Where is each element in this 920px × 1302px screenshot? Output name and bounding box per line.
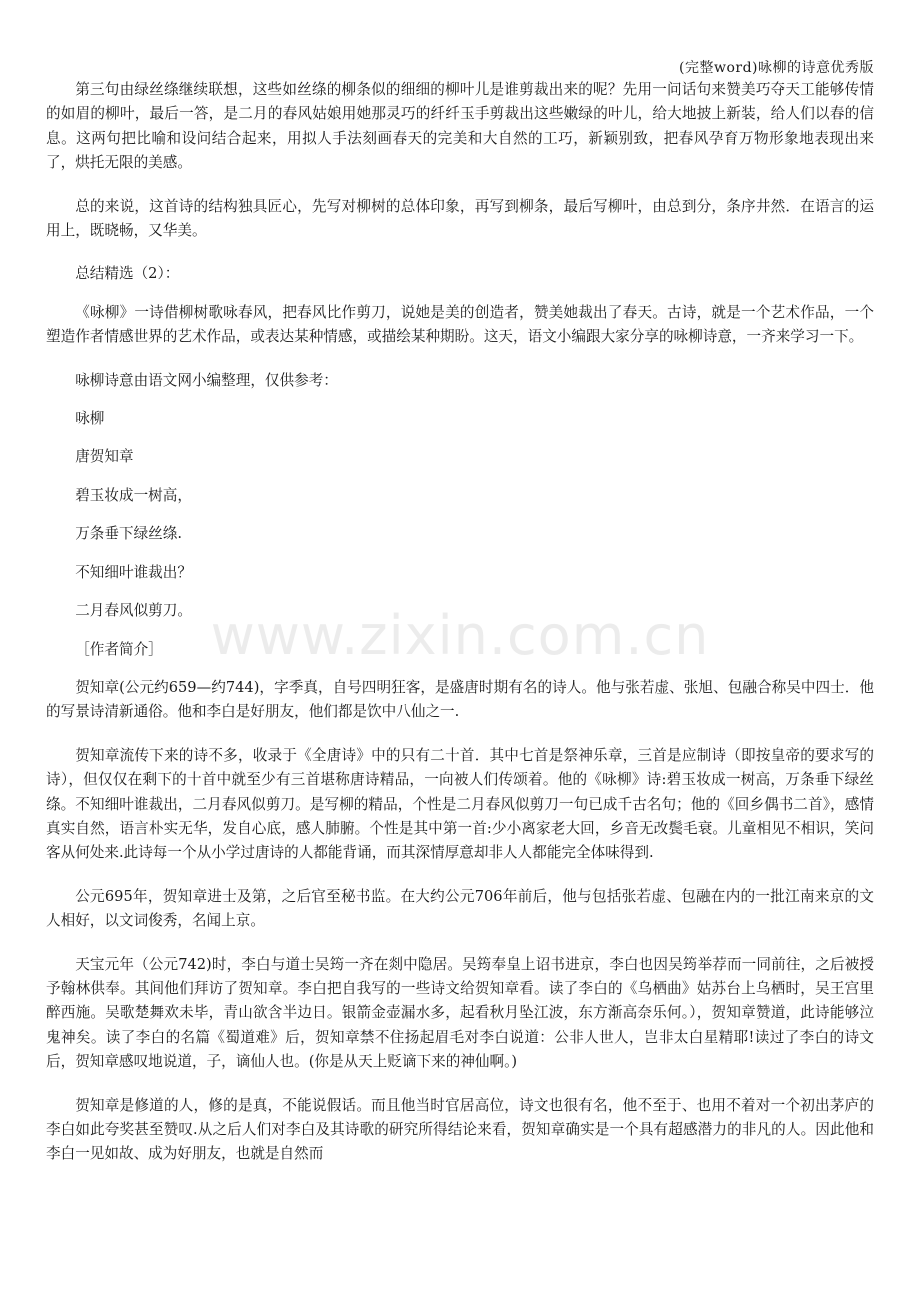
poem-line-2: 万条垂下绿丝绦. [75,525,182,543]
paragraph-structure-summary: 总的来说，这首诗的结构独具匠心，先写对柳树的总体印象，再写到柳条，最后写柳叶，由总到分，条序井然．在语言的运用上，既晓畅，又华美。 [46,197,874,240]
poem-line-3: 不知细叶谁裁出？ [75,563,192,581]
section-heading-author-bio: ［作者简介］ [75,640,163,658]
poem-author: 唐贺知章 [75,448,134,466]
poem-title: 咏柳 [75,410,105,428]
paragraph-source-note: 咏柳诗意由语文网小编整理，仅供参考： [75,371,338,389]
paragraph-author-character: 贺知章是修道的人，修的是真，不能说假话。而且他当时官居高位，诗文也很有名，他不至于、也用不着对一个初出茅庐的李白如此夸奖甚至赞叹.从之后人们对李白及其诗歌的研究所得结论来看，贺知章确实是一个具有超感潜力的非凡的人。因此他和李白一见如故、成为好朋友，也就是自然而 [46,1096,874,1163]
document-body [46,78,874,1186]
paragraph-author-bio: 贺知章(公元约659—约744)，字季真，自号四明狂客，是盛唐时期有名的诗人。他与张若虚、张旭、包融合称吴中四士．他的写景诗清新通俗。他和李白是好朋友，他们都是饮中八仙之一. [46,678,874,721]
paragraph-poem-intro: 《咏柳》一诗借柳树歌咏春风，把春风比作剪刀，说她是美的创造者，赞美她裁出了春天。古诗，就是一个艺术作品，一个塑造作者情感世界的艺术作品，或表达某种情感，或描绘某种期盼。这天，语文小编跟大家分享的咏柳诗意，一齐来学习一下。 [46,303,874,346]
section-heading-summary-2: 总结精选（2）： [75,265,180,283]
paragraph-li-bai-meeting: 天宝元年（公元742)时，李白与道士吴筠一齐在剡中隐居。吴筠奉皇上诏书进京，李白也因吴筠举荐而一同前往，之后被授予翰林供奉。其间他们拜访了贺知章。李白把自我写的一些诗文给贺知章看。读了李白的《乌栖曲》姑苏台上乌栖时，吴王宫里醉西施。吴歌楚舞欢未毕，青山欲含半边日。银箭金壶漏水多，起看秋月坠江波，东方渐高奈乐何。），贺知章赞道，此诗能够泣鬼神矣。读了李白的名篇《蜀道难》后，贺知章禁不住扬起眉毛对李白说道：公非人世人，岂非太白星精耶!读过了李白的诗文后，贺知章感叹地说道，子，谪仙人也。(你是从天上贬谪下来的神仙啊。) [46,955,874,1071]
paragraph-author-career: 公元695年，贺知章进士及第，之后官至秘书监。在大约公元706年前后，他与包括张若虚、包融在内的一批江南来京的文人相好，以文词俊秀，名闻上京。 [46,887,874,930]
watermark-text: www.zixin.com.cn [210,604,710,667]
paragraph-willow-leaves-analysis: 第三句由绿丝绦继续联想，这些如丝绦的柳条似的细细的柳叶儿是谁剪裁出来的呢？先用一问话句来赞美巧夺天工能够传情的如眉的柳叶，最后一答，是二月的春风姑娘用她那灵巧的纤纤玉手剪裁出这些嫩绿的叶儿，给大地披上新装，给人们以春的信息。这两句把比喻和设问结合起来，用拟人手法刻画春天的完美和大自然的工巧，新颖别致，把春风孕育万物形象地表现出来了，烘托无限的美感。 [46,81,874,172]
paragraph-author-works: 贺知章流传下来的诗不多，收录于《全唐诗》中的只有二十首．其中七首是祭神乐章，三首是应制诗（即按皇帝的要求写的诗），但仅仅在剩下的十首中就至少有三首堪称唐诗精品，一向被人们传颂着。他的《咏柳》诗:碧玉妆成一树高，万条垂下绿丝绦。不知细叶谁裁出，二月春风似剪刀。是写柳的精品，个性是二月春风似剪刀一句已成千古名句；他的《回乡偶书二首》，感情真实自然，语言朴实无华，发自心底，感人肺腑。个性是其中第一首:少小离家老大回，乡音无改鬓毛衰。儿童相见不相识，笑问客从何处来.此诗每一个从小学过唐诗的人都能背诵，而其深情厚意却非人人都能完全体味得到. [46,746,874,862]
page-header-title: (完整word)咏柳的诗意优秀版 [679,60,874,76]
poem-line-1: 碧玉妆成一树高， [75,486,192,504]
poem-line-4: 二月春风似剪刀。 [75,602,192,620]
